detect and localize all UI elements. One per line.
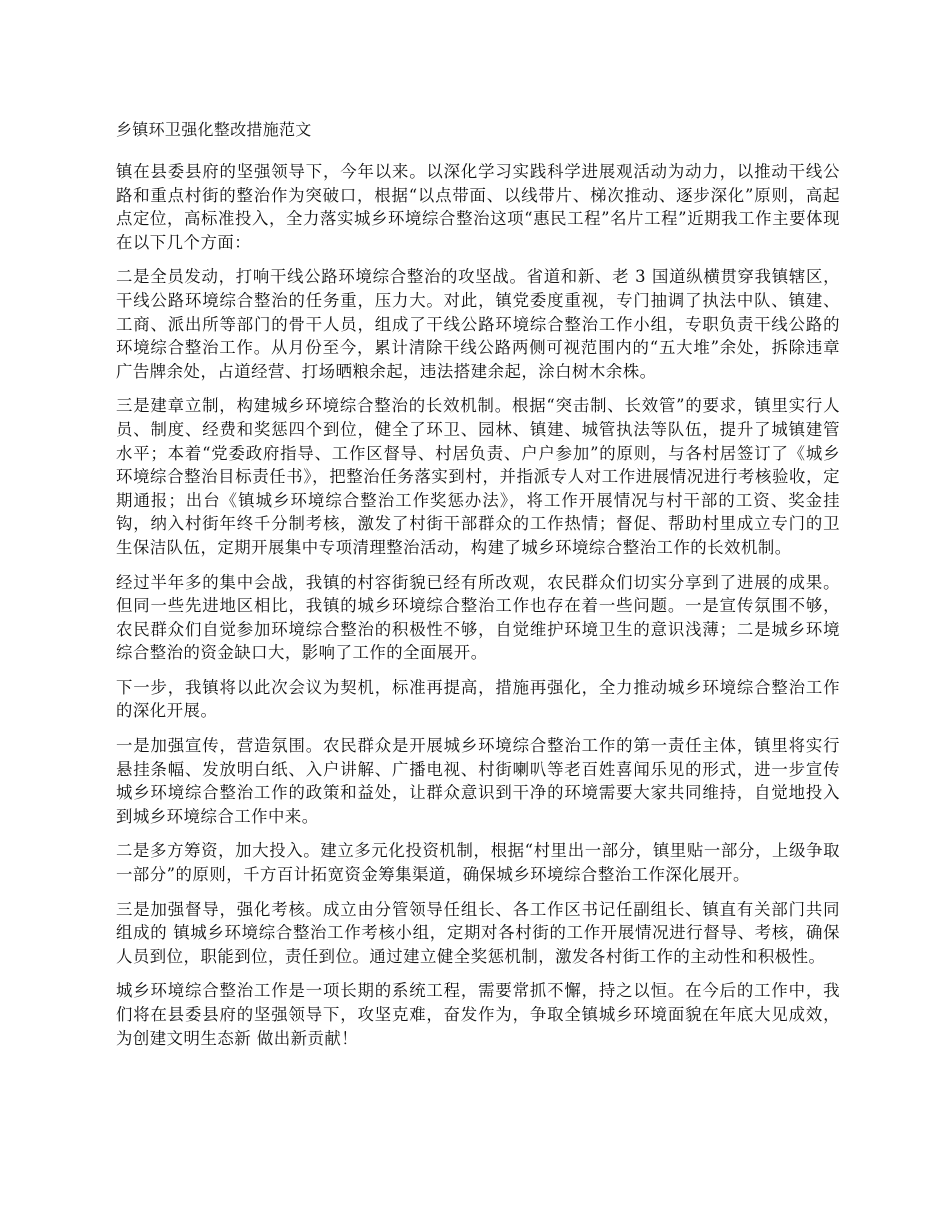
paragraph-publicity: 一是加强宣传，营造氛围。农民群众是开展城乡环境综合整治工作的第一责任主体，镇里将实行悬挂条幅、发放明白纸、入户讲解、广播电视、村街喇叭等老百姓喜闻乐见的形式，进一步宣传城乡环境综合整治工作的政策和益处，让群众意识到干净的环境需要大家共同维持，自觉地投入到城乡环境综合工作中来。 [116, 736, 840, 826]
paragraph-funding: 二是多方筹资，加大投入。建立多元化投资机制，根据“村里出一部分，镇里贴一部分，上级争取一部分”的原则，千方百计拓宽资金筹集渠道，确保城乡环境综合整治工作深化展开。 [116, 841, 840, 885]
paragraph-next-step: 下一步，我镇将以此次会议为契机，标准再提高，措施再强化，全力推动城乡环境综合整治工作的深化开展。 [116, 677, 840, 721]
document-title: 乡镇环卫强化整改措施范文 [116, 120, 312, 139]
paragraph-mobilization: 二是全员发动，打响干线公路环境综合整治的攻坚战。省道和新、老 3 国道纵横贯穿我镇辖区，干线公路环境综合整治的任务重，压力大。对此，镇党委度重视，专门抽调了执法中队、镇建、工商、派出所等部门的骨干人员，组成了干线公路环境综合整治工作小组，专职负责干线公路的环境综合整治工作。从月份至今，累计清除干线公路两侧可视范围内的“五大堆”余处，拆除违章广告牌余处，占道经营、打场晒粮余起，违法搭建余起，涂白树木余株。 [116, 267, 840, 381]
paragraph-problems: 经过半年多的集中会战，我镇的村容街貌已经有所改观，农民群众们切实分享到了进展的成果。但同一些先进地区相比，我镇的城乡环境综合整治工作也存在着一些问题。一是宣传氛围不够，农民群众们自觉参加环境综合整治的积极性不够，自觉维护环境卫生的意识浅薄；二是城乡环境综合整治的资金缺口大，影响了工作的全面展开。 [116, 572, 840, 663]
paragraph-supervision: 三是加强督导，强化考核。成立由分管领导任组长、各工作区书记任副组长、镇直有关部门共同组成的 镇城乡环境综合整治工作考核小组，定期对各村街的工作开展情况进行督导、考核，确保人员到位，职能到位，责任到位。通过建立健全奖惩机制，激发各村街工作的主动性和积极性。 [116, 899, 840, 966]
paragraph-conclusion: 城乡环境综合整治工作是一项长期的系统工程，需要常抓不懈，持之以恒。在今后的工作中，我们将在县委县府的坚强领导下，攻坚克难，奋发作为，争取全镇城乡环境面貌在年底大见成效，为创建文明生态新 做出新贡献！ [116, 981, 840, 1048]
document-page [116, 118, 840, 1061]
paragraph-intro: 镇在县委县府的坚强领导下，今年以来。以深化学习实践科学进展观活动为动力，以推动干线公路和重点村街的整治作为突破口，根据“以点带面、以线带片、梯次推动、逐步深化”原则，高起点定位，高标准投入，全力落实城乡环境综合整治这项“惠民工程”名片工程”近期我工作主要体现在以下几个方面： [116, 162, 840, 252]
paragraph-long-term-mechanism: 三是建章立制，构建城乡环境综合整治的长效机制。根据“突击制、长效管”的要求，镇里实行人员、制度、经费和奖惩四个到位，健全了环卫、园林、镇建、城管执法等队伍，提升了城镇建管水平；本着“党委政府指导、工作区督导、村居负责、户户参加”的原则，与各村居签订了《城乡环境综合整治目标责任书》，把整治任务落实到村，并指派专人对工作进展情况进行考核验收，定期通报；出台《镇城乡环境综合整治工作奖惩办法》，将工作开展情况与村干部的工资、奖金挂钩，纳入村街年终千分制考核，激发了村街干部群众的工作热情；督促、帮助村里成立专门的卫生保洁队伍，定期开展集中专项清理整治活动，构建了城乡环境综合整治工作的长效机制。 [116, 396, 840, 557]
